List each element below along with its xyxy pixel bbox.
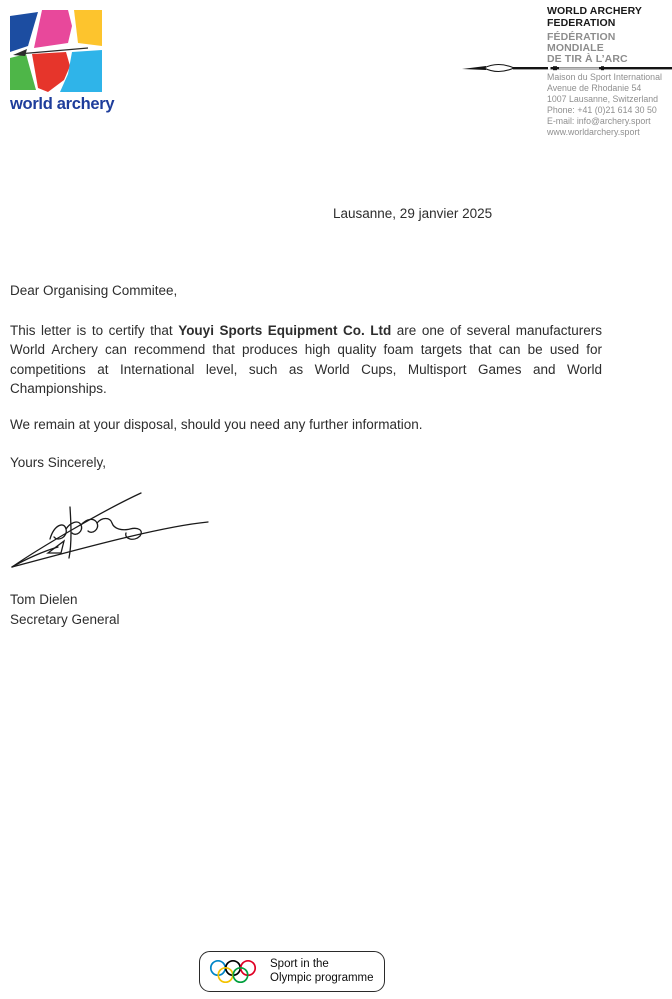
olympic-programme-badge <box>199 951 385 992</box>
signer-title: Secretary General <box>10 611 120 627</box>
org-name-en-line1: WORLD ARCHERY <box>547 5 643 17</box>
signature-image <box>4 481 216 575</box>
salutation: Dear Organising Commitee, <box>10 283 178 298</box>
address-phone: Phone: +41 (0)21 614 30 50 <box>547 105 657 115</box>
address-line: Maison du Sport International <box>547 72 662 82</box>
dateline: Lausanne, 29 janvier 2025 <box>333 206 493 221</box>
world-archery-logo <box>10 10 130 114</box>
org-name-fr-line2: MONDIALE <box>547 42 604 54</box>
signature-block <box>10 590 120 629</box>
signer-name: Tom Dielen <box>10 592 78 607</box>
address-email: E-mail: info@archery.sport <box>547 116 651 126</box>
org-name-fr-line1: FÉDÉRATION <box>547 31 616 43</box>
letterhead-org-block <box>547 6 669 65</box>
address-website: www.worldarchery.sport <box>547 127 640 137</box>
address-line: 1007 Lausanne, Switzerland <box>547 94 659 104</box>
body-paragraph <box>10 321 602 398</box>
badge-text-line2: Olympic programme <box>270 971 374 984</box>
closing-line: Yours Sincerely, <box>10 455 107 470</box>
badge-text-line1: Sport in the <box>270 958 329 970</box>
second-paragraph: We remain at your disposal, should you need any further information. <box>10 417 423 432</box>
olympic-badge-text <box>270 958 374 985</box>
letterhead-address <box>547 72 672 138</box>
world-archery-logo-icon <box>10 10 102 92</box>
body-text-after-bold: are one of several manufacturers World Archery can recommend that produces high quality foam targets that can be used for competitions at International level, such as World Cups, Multisport Games and World Championships. <box>10 323 602 396</box>
olympic-rings-icon <box>209 957 261 987</box>
org-name-en-line2: FEDERATION <box>547 16 616 29</box>
company-name: Youyi Sports Equipment Co. Ltd <box>178 323 392 338</box>
body-text-before-bold: This letter is to certify that <box>10 323 179 338</box>
org-name-fr-line3: DE TIR À L’ARC <box>547 53 628 65</box>
address-line: Avenue de Rhodanie 54 <box>547 83 642 93</box>
world-archery-wordmark: world archery <box>10 95 115 113</box>
